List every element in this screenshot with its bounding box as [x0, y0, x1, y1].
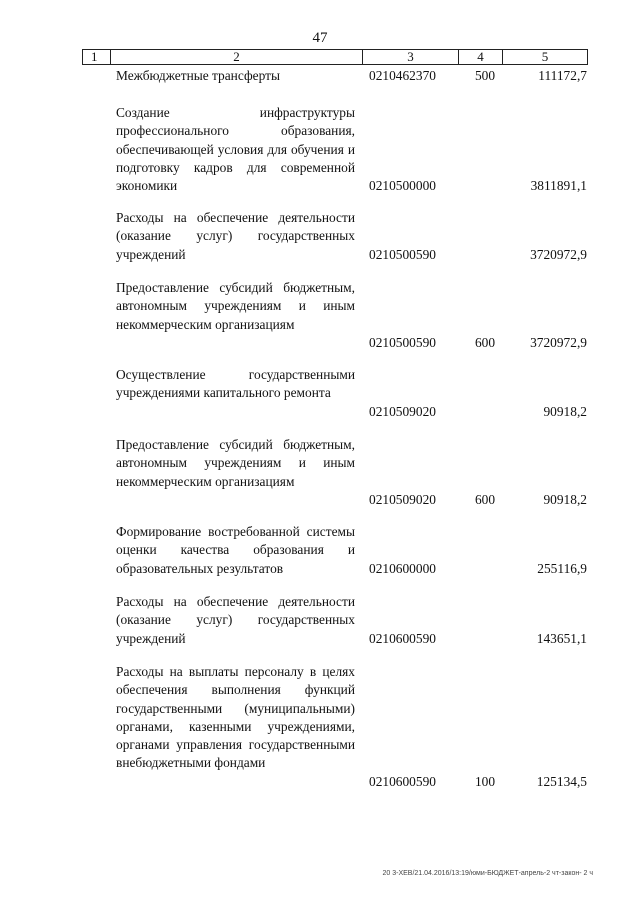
- row-code: 0210500000: [369, 178, 436, 193]
- row-name: Расходы на обеспечение деятельности (оказание услуг) государственных учреждений: [116, 210, 355, 262]
- row-type: 500: [474, 68, 496, 83]
- row-code: 0210500590: [369, 335, 436, 350]
- column-header-2: 2: [111, 50, 363, 64]
- row-name: Межбюджетные трансферты: [116, 68, 280, 83]
- row-code: 0210600590: [369, 631, 436, 646]
- row-name: Предоставление субсидий бюджетным, автономным учреждениям и иным некоммерческим организациям: [116, 437, 355, 489]
- row-name: Предоставление субсидий бюджетным, автономным учреждениям и иным некоммерческим организациям: [116, 280, 355, 332]
- row-sum: 3811891,1: [530, 178, 587, 193]
- row-sum: 3720972,9: [530, 335, 587, 350]
- row-code: 0210462370: [369, 68, 436, 83]
- row-name: Осуществление государственными учреждениями капитального ремонта: [116, 367, 355, 401]
- column-header-1: 1: [83, 50, 111, 64]
- row-sum: 111172,7: [538, 68, 587, 83]
- row-name: Формирование востребованной системы оценки качества образования и образовательных результатов: [116, 524, 355, 576]
- row-name: Создание инфраструктуры профессионального образования, обеспечивающей условия для обучения и подготовку кадров для современной экономики: [116, 105, 355, 194]
- page-number: 47: [312, 30, 328, 46]
- row-type: 600: [474, 335, 496, 350]
- row-code: 0210600000: [369, 561, 436, 576]
- column-header-5: 5: [541, 49, 549, 64]
- row-name: Расходы на выплаты персоналу в целях обеспечения выполнения функций государственными (муниципальными) органами, казенными учреждениями, органами управления государственными внебюджетными фондами: [116, 664, 355, 771]
- column-header-4: 4: [459, 50, 503, 64]
- row-type: 600: [474, 492, 496, 507]
- row-code: 0210600590: [369, 774, 436, 789]
- print-footer: 20 3-ХЕВ/21.04.2016/13:19/юми-БЮДЖЕТ-апрель-2 чт-закон- 2 ч: [382, 870, 593, 877]
- row-sum: 255116,9: [537, 561, 587, 576]
- row-code: 0210500590: [369, 247, 436, 262]
- row-code: 0210509020: [369, 492, 436, 507]
- row-sum: 90918,2: [543, 492, 587, 507]
- row-sum: 125134,5: [536, 774, 587, 789]
- row-code: 0210509020: [369, 404, 436, 419]
- row-name: Расходы на обеспечение деятельности (оказание услуг) государственных учреждений: [116, 594, 355, 646]
- row-type: 100: [474, 774, 496, 789]
- column-header-3: 3: [363, 50, 459, 64]
- row-sum: 143651,1: [536, 631, 587, 646]
- column-header-row: [82, 49, 588, 65]
- row-sum: 3720972,9: [530, 247, 587, 262]
- row-sum: 90918,2: [543, 404, 587, 419]
